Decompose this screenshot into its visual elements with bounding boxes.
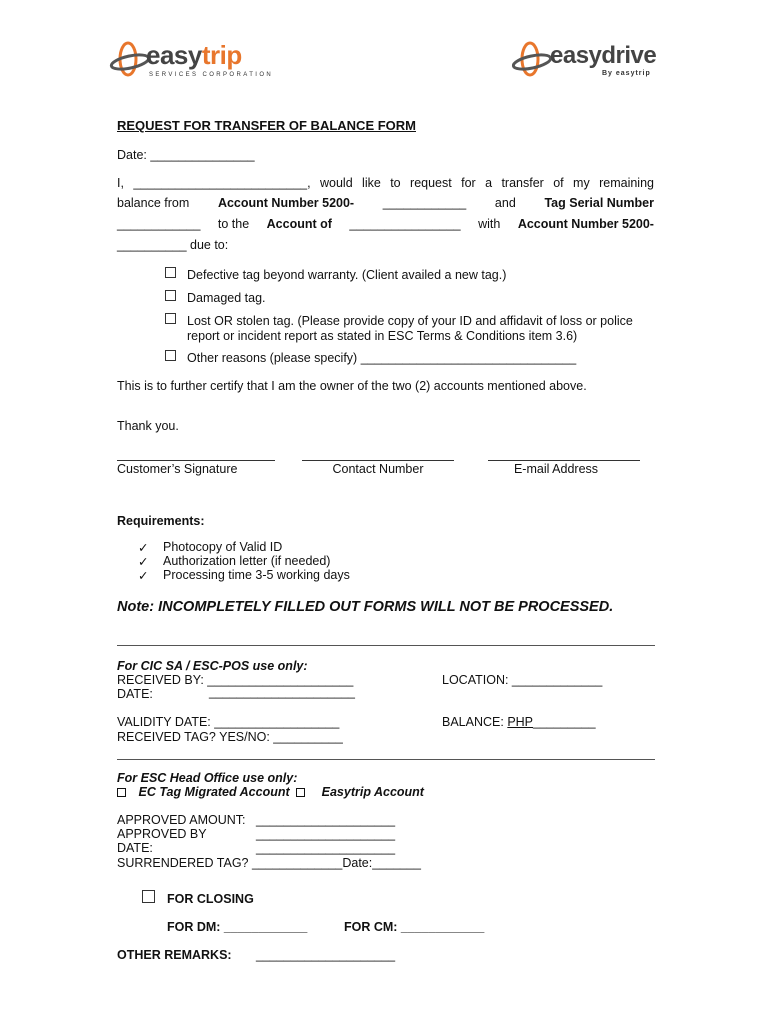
cic-date-line[interactable]: _____________________ (209, 685, 355, 699)
received-tag-field[interactable]: RECEIVED TAG? YES/NO: __________ (117, 730, 343, 744)
cic-date-label: DATE: (117, 687, 153, 701)
approved-amount-line[interactable]: ____________________ (256, 813, 396, 827)
text: to the (217, 217, 250, 231)
reason-damaged-tag: Damaged tag. (187, 291, 266, 305)
thank-you: Thank you. (117, 419, 179, 433)
reason-lost-stolen-line-2: report or incident report as stated in ESC Terms & Conditions item 3.6) (187, 329, 578, 343)
for-closing-label: FOR CLOSING (167, 892, 254, 906)
head-office-heading: For ESC Head Office use only: (117, 771, 298, 785)
check-icon: ✓ (138, 541, 149, 555)
incomplete-forms-note: Note: INCOMPLETELY FILLED OUT FORMS WILL NOT BE PROCESSED. (117, 599, 614, 615)
checkbox-other-reasons[interactable] (165, 350, 176, 361)
request-line-1: I, _________________________, would like to request for a transfer of my remaining (117, 176, 654, 190)
customer-signature-label: Customer’s Signature (117, 462, 238, 476)
divider (117, 759, 655, 760)
balance-currency: PHP (507, 715, 534, 729)
ho-date-label: DATE: (117, 841, 153, 855)
checkbox-lost-stolen-tag[interactable] (165, 313, 176, 324)
text: Account of (266, 217, 332, 231)
date-field[interactable]: Date: _______________ (117, 148, 255, 162)
text: Account Number 5200- (217, 196, 355, 210)
easydrive-tagline: By easytrip (602, 70, 651, 77)
easytrip-wordmark: easytrip (146, 40, 242, 70)
blank[interactable]: ____________ (117, 217, 201, 231)
certify-statement: This is to further certify that I am the owner of the two (2) accounts mentioned above. (117, 379, 587, 393)
ho-date-line[interactable]: ____________________ (256, 841, 396, 855)
requirement-item: Authorization letter (if needed) (163, 554, 331, 568)
signature-line[interactable] (117, 460, 275, 461)
cic-heading: For CIC SA / ESC-POS use only: (117, 659, 308, 673)
approved-amount-label: APPROVED AMOUNT: (117, 813, 246, 827)
text: Tag Serial Number (544, 196, 654, 210)
checkbox-defective-tag[interactable] (165, 267, 176, 278)
easydrive-wordmark: easydrive (550, 42, 657, 69)
check-icon: ✓ (138, 555, 149, 569)
request-line-4: __________ due to: (117, 238, 229, 252)
contact-number-label: Contact Number (332, 462, 424, 476)
easytrip-tagline: SERVICES CORPORATION (149, 72, 274, 78)
approved-by-line[interactable]: ____________________ (256, 827, 396, 841)
other-remarks-label: OTHER REMARKS: (117, 948, 232, 962)
blank[interactable]: ________________ (349, 217, 461, 231)
request-line-3 (117, 217, 654, 231)
surrendered-tag-field[interactable]: SURRENDERED TAG? _____________Date:_______ (117, 856, 421, 870)
balance-label: BALANCE: (442, 715, 508, 729)
text: and (494, 196, 516, 210)
form-title: REQUEST FOR TRANSFER OF BALANCE FORM (117, 118, 416, 133)
checkbox-ec-tag-migrated[interactable] (117, 788, 126, 797)
reason-other[interactable]: Other reasons (please specify) _______________________________ (187, 351, 577, 365)
validity-date-field[interactable]: VALIDITY DATE: __________________ (117, 715, 340, 729)
divider (117, 645, 655, 646)
account-type-options (117, 785, 424, 799)
requirement-item: Photocopy of Valid ID (163, 540, 283, 554)
contact-number-line[interactable] (302, 460, 454, 461)
email-line[interactable] (488, 460, 640, 461)
location-field[interactable]: LOCATION: _____________ (442, 673, 603, 687)
blank[interactable]: ____________ (382, 196, 467, 210)
globe-swoosh-icon (510, 38, 554, 80)
checkbox-easytrip-account[interactable] (296, 788, 305, 797)
other-remarks-line[interactable]: ____________________ (256, 948, 396, 962)
checkbox-damaged-tag[interactable] (165, 290, 176, 301)
reason-lost-stolen-line-1: Lost OR stolen tag. (Please provide copy of your ID and affidavit of loss or police (187, 314, 633, 328)
text: Account Number 5200- (517, 217, 654, 231)
text: balance from (117, 196, 190, 210)
text: with (478, 217, 501, 231)
received-by-field[interactable]: RECEIVED BY: _____________________ (117, 673, 354, 687)
approved-by-label: APPROVED BY (117, 827, 207, 841)
option-easytrip-account: Easytrip Account (321, 785, 424, 799)
option-ec-tag-migrated: EC Tag Migrated Account (138, 785, 290, 799)
balance-line[interactable]: _________ (533, 715, 596, 729)
requirements-title: Requirements: (117, 514, 205, 528)
request-line-2 (117, 196, 654, 210)
for-cm-field[interactable]: FOR CM: ____________ (344, 920, 485, 934)
requirement-item: Processing time 3-5 working days (163, 568, 350, 582)
checkbox-for-closing[interactable] (142, 890, 155, 903)
reason-defective-tag: Defective tag beyond warranty. (Client availed a new tag.) (187, 268, 507, 282)
balance-field[interactable] (442, 715, 596, 729)
email-address-label: E-mail Address (513, 462, 599, 476)
for-dm-field[interactable]: FOR DM: ____________ (167, 920, 308, 934)
check-icon: ✓ (138, 569, 149, 583)
